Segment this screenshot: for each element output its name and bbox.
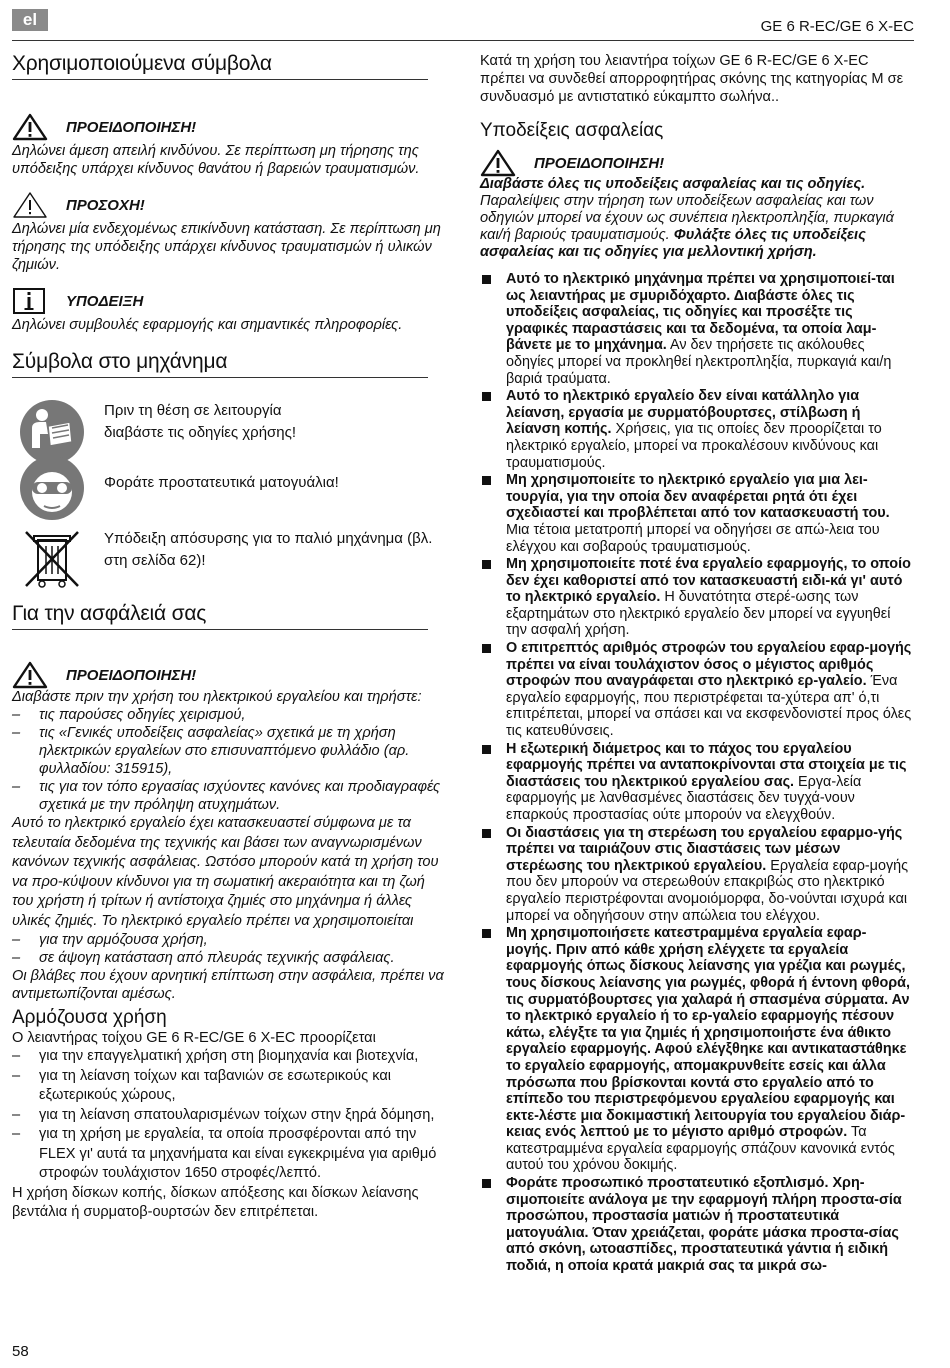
note-label: ΥΠΟΔΕΙΞΗ	[66, 292, 144, 310]
safety-item: – τις παρούσες οδηγίες χειρισμού,	[12, 707, 246, 723]
intended-footer: Η χρήση δίσκων κοπής, δίσκων απόξεσης και δίσκων λείανσης βεντάλια ή συρματοβ-ουρτσών δεν επιτρέπεται.	[12, 1184, 419, 1220]
goggles-symbol-row	[12, 454, 448, 522]
safety-warning-label: ΠΡΟΕΙΔΟΠΟΙΗΣΗ!	[66, 666, 197, 684]
warning-triangle-icon	[12, 113, 48, 141]
safety-heading: Για την ασφάλειά σας	[12, 602, 428, 630]
language-tag: el	[12, 9, 48, 31]
hints-warning-signal	[480, 150, 912, 176]
header-rule	[12, 40, 914, 41]
model-title: GE 6 R-EC/GE 6 X-EC	[760, 18, 914, 35]
intended-intro: Ο λειαντήρας τοίχου GE 6 R-EC/GE 6 X-EC προορίζεται	[12, 1030, 376, 1046]
goggles-symbol-text: Φοράτε προστατευτικά ματογυάλια!	[104, 474, 339, 491]
note-text: Δηλώνει συμβουλές εφαρμογής και σημαντικές πληροφορίες.	[12, 317, 403, 333]
intended-use-heading: Αρμόζουσα χρήση	[12, 1007, 167, 1028]
list-item: Μη χρησιμοποιήσετε κατεστραμμένα εργαλεία εφαρ-μογής. Πριν από κάθε χρήση ελέγχετε τα εργαλεία εφαρμογής όπως δίσκους λείανσης για γρέζια και ρωγμές, τους δίσκους λείανσης για ρωγμές, φθορά ή έντονη φθορά, τις συρματόβουρτσες για χαλαρά ή σπασμένα σύρματα. Αν το ηλεκτρικό εργαλείο ή το ερ-γαλείο εφαρμογής πέσουν κάτω, ελέγξτε τα για ζημιές ή χρησιμοποιήστε ένα άθικτο εργαλείο εφαρμογής. Αφού ελέγξθηκε και αντικαταστάθηκε το εργαλείο εφαρμογής, απομακρυνθείτε εσείς και άλλα πρόσωπα που βρίσκονται κοντά στο εργαλείο από το επίπεδο του περιστρεφόμενου εργαλείου εφαρμογής και εκτε-λέστε μια δοκιμαστική λειτουργία του εργαλείου διάρ-κειας ενός λεπτού με το μέγιστο αριθμό στροφών. Τα κατεστραμμένα εργαλεία εφαρμογής σπάζουν κανονικά εντός αυτού του χρόνου δοκιμής.	[480, 925, 912, 1174]
list-item: Μη χρησιμοποιείτε το ηλεκτρικό εργαλείο για μια λει-τουργία, για την οποία δεν αναφέρεται ρητά ότι έχει σχεδιαστεί και προβλέπεται από τον κατασκευαστή του. Μια τέτοια μετατροπή μπορεί να οδηγήσει σε απώ-λεια του ελέγχου και σοβαρούς τραυματισμούς.	[480, 472, 912, 555]
caution-label: ΠΡΟΣΟΧΗ!	[66, 196, 145, 214]
safety-goggles-icon	[18, 454, 86, 522]
safety-item: – τις για τον τόπο εργασίας ισχύοντες κανόνες και προδιαγραφές σχετικά με την πρόληψη ατυχημάτων.	[12, 779, 441, 813]
disposal-symbol-text: Υπόδειξη απόσυρσης για το παλιό μηχάνημα (βλ. στη σελίδα 62)!	[104, 530, 433, 569]
warning-signal	[12, 112, 448, 142]
warning-triangle-icon	[12, 661, 48, 689]
caution-triangle-icon	[12, 191, 48, 219]
crossed-bin-icon	[18, 524, 86, 592]
usage-item: – σε άψογη κατάσταση από πλευράς τεχνικής ασφάλειας.	[12, 950, 395, 966]
machine-symbols-heading: Σύμβολα στο μηχάνημα	[12, 350, 428, 378]
disposal-symbol-row	[12, 524, 448, 592]
list-item: Μη χρησιμοποιείτε ποτέ ένα εργαλείο εφαρμογής, το οποίο δεν έχει καθοριστεί από τον κατασκευαστή ειδι-κά γι' αυτό το ηλεκτρικό εργαλείο. Η δυνατότητα στερέ-ωσης των εξαρτημάτων στο ηλεκτρικό εργαλείο δεν μπορεί να εγγυηθεί την ασφαλή χρήση.	[480, 556, 912, 639]
caution-text: Δηλώνει μία ενδεχομένως επικίνδυνη κατάσταση. Σε περίπτωση μη τήρησης της υπόδειξης υπάρχει κίνδυνος τραυματισμών ή υλικών ζημιών.	[12, 221, 441, 273]
safety-bullets	[480, 271, 912, 1275]
intended-item: – για τη λείανση τοίχων και ταβανιών σε εσωτερικούς και εξωτερικούς χώρους,	[12, 1067, 392, 1103]
omissions-text: Παραλείψεις στην τήρηση των υποδείξεων ασφαλείας και των οδηγιών μπορεί να έχουν ως συνέπεια ηλεκτροπληξία, πυρκαγιά και/ή βαριούς τραυματισμούς.	[480, 193, 894, 243]
list-item: Αυτό το ηλεκτρικό μηχάνημα πρέπει να χρησιμοποιεί-ται ως λειαντήρας με σμυριδόχαρτο. Διαβάστε όλες τις υποδείξεις ασφαλείας, τις οδηγίες και προσέξτε τις γραφικές παραστάσεις και τα δεδομένα, τα οποία λαμ-βάνετε με το μηχάνημα. Αν δεν τηρήσετε τις ακόλουθες οδηγίες μπορεί να προκληθεί ηλεκτροπληξία, πυρκαγιά και/η βαριά τραύματα.	[480, 271, 912, 387]
hints-warning-label: ΠΡΟΕΙΔΟΠΟΙΗΣΗ!	[534, 154, 665, 172]
dust-extractor-intro: Κατά τη χρήση του λειαντήρα τοίχων GE 6 R-EC/GE 6 X-EC πρέπει να συνδεθεί απορροφητήρας σκόνης της κατηγορίας M σε συνδυασμό με αντιστατικό εύκαμπτο σωλήνα..	[480, 53, 904, 105]
warning-label: ΠΡΟΕΙΔΟΠΟΙΗΣΗ!	[66, 118, 197, 136]
symbols-heading: Χρησιμοποιούμενα σύμβολα	[12, 52, 428, 80]
safety-intro: Διαβάστε πριν την χρήση του ηλεκτρικού εργαλείου και τηρήστε:	[12, 689, 422, 705]
damage-note: Οι βλάβες που έχουν αρνητική επίπτωση στην ασφάλεια, πρέπει να αντιμετωπίζονται αμέσως.	[12, 968, 444, 1002]
warning-triangle-icon	[480, 149, 516, 177]
list-item: Οι διαστάσεις για τη στερέωση του εργαλείου εφαρμο-γής πρέπει να ταιριάζουν στις διαστάσεις των μέσων στερέωσης του ηλεκτρικού εργαλείου. Εργαλεία εφαρ-μογής που δεν μπορούν να στερεωθούν επακριβώς στο ηλεκτρικό εργαλείο περιστρέφονται ανομοιόμορφα, δο-νούνται ισχυρά και μπορεί να οδηγήσουν στην απώλεια του ελέγχου.	[480, 825, 912, 925]
manual-symbol-text: Πριν τη θέση σε λειτουργία διαβάστε τις οδηγίες χρήσης!	[104, 402, 297, 441]
note-signal	[12, 286, 448, 316]
intended-item: – για τη χρήση με εργαλεία, τα οποία προσφέρονται από την FLEX γι' αυτά τα μηχανήματα και είναι εγκεκριμένα για αριθμό στροφών τουλάχιστον 1650 στροφές/λεπτό.	[12, 1126, 437, 1181]
read-all-text: Διαβάστε όλες τις υποδείξεις ασφαλείας και τις οδηγίες.	[480, 176, 866, 192]
usage-item: – για την αρμόζουσα χρήση,	[12, 932, 208, 948]
caution-signal	[12, 190, 448, 220]
safety-body: Αυτό το ηλεκτρικό εργαλείο έχει κατασκευαστεί σύμφωνα με τα τελευταία δεδομένα της τεχνικής και βάσει των αναγνωρισμένων κανόνων τεχνικής ασφάλειας. Ωστόσο μπορούν κατά τη χρήση του να προ-κύψουν κίνδυνοι για τη σωματική ακεραιότητα και τη ζωή του χρήστη ή τρίτων ή αντίστοιχα ζημιές στο μηχάνημα ή άλλες υλικές ζημιές. Το ηλεκτρικό εργαλείο πρέπει να χρησιμοποιείται	[12, 815, 439, 929]
safety-item: – τις «Γενικές υποδείξεις ασφαλείας» σχετικά με τη χρήση ηλεκτρικών εργαλείων στο επισυναπτόμενο φυλλάδιο (αρ. φυλλαδίου: 315915),	[12, 725, 410, 777]
intended-item: – για τη λείανση σπατουλαρισμένων τοίχων στην ξηρά δόμηση,	[12, 1106, 435, 1123]
info-i-icon	[12, 287, 48, 315]
safety-warning-signal	[12, 662, 448, 688]
hints-paragraph	[480, 176, 912, 261]
left-column	[12, 52, 448, 1223]
list-item: Η εξωτερική διάμετρος και το πάχος του εργαλείου εφαρμογής πρέπει να ανταποκρίνονται στα στοιχεία με τις διαστάσεις του ηλεκτρικού εργαλείου σας. Εργα-λεία εφαρμογής με λανθασμένες διαστάσεις δεν τυγχά-νουν επαρκούς προστασίας ούτε μπορούν να ελεγχθούν.	[480, 741, 912, 824]
warning-text: Δηλώνει άμεση απειλή κινδύνου. Σε περίπτωση μη τήρησης της υπόδειξης υπάρχει κίνδυνος θανάτου ή βαρειών τραυματισμών.	[12, 143, 420, 177]
list-item: Αυτό το ηλεκτρικό εργαλείο δεν είναι κατάλληλο για λείανση, εργασία με συρματόβουρτσες, στίλβωση ή λείανση κοπής. Χρήσεις, για τις οποίες δεν προορίζεται το ηλεκτρικό εργαλείο, μπορεί να προκαλέσουν κινδύνους και τραυματισμούς.	[480, 388, 912, 471]
right-column	[480, 52, 912, 1276]
list-item: Φοράτε προσωπικό προστατευτικό εξοπλισμό. Χρη-σιμοποιείτε ανάλογα με την εφαρμογή πλήρη προστα-σία προσώπου, προστασία ματιών ή προστατευτικά ματογυάλια. Όταν χρειάζεται, φοράτε μάσκα προστα-σίας από σκόνη, ωτοασπίδες, προστατευτικά γάντια ή ειδική ποδιά, η οποία κρατά μακριά σας τα μικρά σω-	[480, 1175, 912, 1275]
page-number: 58	[12, 1343, 29, 1360]
list-item: Ο επιτρεπτός αριθμός στροφών του εργαλείου εφαρ-μογής πρέπει να είναι τουλάχιστον όσος ο μέγιστος αριθμός στροφών που αναγράφεται στο ηλεκτρικό ερ-γαλείο. Ένα εργαλείο εφαρμογής, που περιστρέφεται τα-χύτερα απ' ό,τι επιτρέπεται, μπορεί να σπάσει και να εκσφενδονιστεί προς όλες τις κατευθύνσεις.	[480, 640, 912, 740]
keep-all-text: Φυλάξτε όλες τις υποδείξεις ασφαλείας και τις οδηγίες για μελλοντική χρήση.	[480, 227, 866, 260]
intended-item: – για την επαγγελματική χρήση στη βιομηχανία και βιοτεχνία,	[12, 1048, 419, 1064]
safety-hints-heading: Υποδείξεις ασφαλείας	[480, 120, 664, 141]
